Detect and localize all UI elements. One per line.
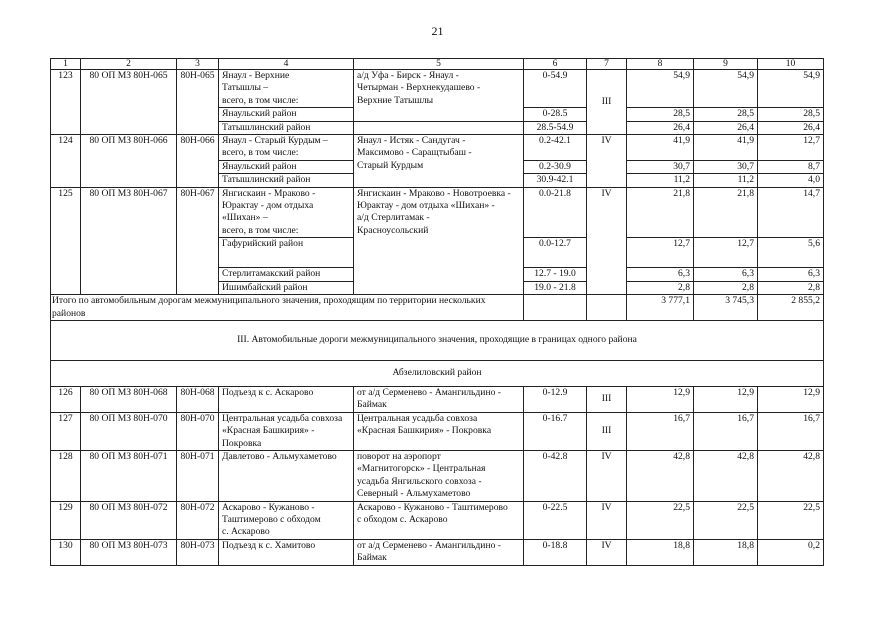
table-row (51, 70, 824, 108)
length-total: 2,8 (627, 281, 694, 294)
route-line: Баймак (357, 399, 387, 411)
route-description (354, 450, 524, 501)
table-row (51, 501, 824, 539)
table-row (51, 135, 824, 161)
route-line: Баймак (357, 552, 387, 564)
road-name (219, 501, 354, 539)
length-total: 26,4 (627, 121, 694, 134)
row-number: 125 (51, 187, 81, 294)
route-line: Северный - Альмухаметово (357, 488, 471, 500)
road-code: 80Н-073 (177, 539, 219, 565)
road-name (219, 135, 354, 161)
route-line: а/д Уфа - Бирск - Янаул - (357, 70, 459, 81)
route-description (354, 70, 524, 122)
km-range: 0.2-42.1 (524, 135, 587, 161)
col-header: 9 (694, 59, 758, 70)
road-name-line: Покровка (222, 437, 262, 449)
road-code: 80Н-066 (177, 135, 219, 188)
col-header: 7 (587, 59, 627, 70)
route-line: усадьба Янгильского совхоза - (357, 475, 482, 487)
km-range: 0-42.8 (524, 450, 587, 501)
route-line: а/д Стерлитамак - (357, 212, 430, 224)
road-code: 80Н-068 (177, 386, 219, 412)
km-range: 0-28.5 (524, 108, 587, 121)
road-category: IV (587, 501, 627, 539)
length-total: 21,8 (627, 187, 694, 238)
row-number: 129 (51, 501, 81, 539)
length-col9: 42,8 (694, 450, 758, 501)
road-name-line: всего, в том числе: (222, 224, 299, 236)
road-name-line: Аскарово - Кужаново - (222, 501, 315, 513)
route-line: Красноусольский (357, 224, 429, 236)
total-col9: 3 745,3 (694, 295, 758, 321)
road-name (219, 70, 354, 108)
table-row (51, 539, 824, 565)
table-row (51, 412, 824, 450)
col-header: 6 (524, 59, 587, 70)
length-col10: 26,4 (758, 121, 824, 134)
road-category: III (587, 386, 627, 412)
row-number: 124 (51, 135, 81, 188)
total-empty (587, 295, 627, 321)
length-col9: 12,9 (694, 386, 758, 412)
km-range: 19.0 - 21.8 (524, 281, 587, 294)
col-header: 10 (758, 59, 824, 70)
km-range: 12.7 - 19.0 (524, 268, 587, 281)
length-col9: 22,5 (694, 501, 758, 539)
table-row (51, 450, 824, 501)
length-col10: 2,8 (758, 281, 824, 294)
col-header: 2 (81, 59, 177, 70)
section-title: III. Автомобильные дороги межмуниципального значения, проходящие в границах одного района (51, 320, 824, 360)
district-name: Стерлитамакский район (219, 268, 354, 281)
length-col10: 28,5 (758, 108, 824, 121)
length-col10: 6,3 (758, 268, 824, 281)
km-range: 0.0-21.8 (524, 187, 587, 238)
route-line: Центральная усадьба совхоза (357, 412, 478, 424)
length-col10: 42,8 (758, 450, 824, 501)
length-total: 18,8 (627, 539, 694, 565)
length-col9: 30,7 (694, 160, 758, 173)
section-row (51, 320, 824, 360)
route-description (354, 501, 524, 539)
km-range: 0-12.9 (524, 386, 587, 412)
route-line: Аскарово - Кужаново - Таштимерово (357, 501, 508, 513)
row-number: 130 (51, 539, 81, 565)
km-range: 0-18.8 (524, 539, 587, 565)
length-total: 28,5 (627, 108, 694, 121)
length-col9: 12,7 (694, 238, 758, 268)
length-col10: 4,0 (758, 174, 824, 187)
length-col9: 41,9 (694, 135, 758, 161)
length-total: 12,9 (627, 386, 694, 412)
header-row (51, 59, 824, 70)
road-code: 80Н-067 (177, 187, 219, 294)
route-line: Четырман - Верхнекудашево - (357, 82, 481, 94)
district-name: Татышлинский район (219, 121, 354, 134)
road-name-line: всего, в том числе: (222, 147, 299, 159)
total-label: Итого по автомобильным дорогам межмуниципального значения, проходящим по территории нескольких районов (51, 295, 524, 321)
length-col9: 28,5 (694, 108, 758, 121)
route-description (354, 412, 524, 450)
route-line: от а/д Серменево - Амангильдино - (357, 539, 501, 551)
road-code: 80Н-071 (177, 450, 219, 501)
length-col9: 11,2 (694, 174, 758, 187)
road-name-line: Янаул - Старый Курдым – (222, 135, 328, 147)
col-header: 1 (51, 59, 81, 70)
col-header: 4 (219, 59, 354, 70)
road-category: IV (587, 187, 627, 294)
total-col8: 3 777,1 (627, 295, 694, 321)
length-col9: 54,9 (694, 70, 758, 108)
length-col9: 26,4 (694, 121, 758, 134)
row-number: 123 (51, 70, 81, 135)
road-name-line: «Красная Башкирия» - (222, 425, 315, 437)
total-row (51, 295, 824, 321)
route-line: Юрактау - дом отдыха «Шихан» - (357, 200, 495, 212)
length-col10: 0,2 (758, 539, 824, 565)
row-number: 126 (51, 386, 81, 412)
route-line: от а/д Серменево - Амангильдино - (357, 386, 501, 398)
road-category: IV (587, 539, 627, 565)
road-category: III (587, 70, 627, 135)
length-col9: 21,8 (694, 187, 758, 238)
length-total: 30,7 (627, 160, 694, 173)
route-line: с обходом с. Аскарово (357, 513, 448, 525)
district-name: Гафурийский район (219, 238, 354, 268)
road-name-line: Таштимерово с обходом (222, 513, 321, 525)
route-description (354, 386, 524, 412)
route-description (354, 135, 524, 188)
route-line: Янгискаин - Мраково - Новотроевка - (357, 187, 511, 199)
length-total: 41,9 (627, 135, 694, 161)
reg-number: 80 ОП МЗ 80Н-071 (81, 450, 177, 501)
page-number: 21 (431, 24, 444, 38)
route-line: «Магнитогорск» - Центральная (357, 463, 486, 475)
length-total: 6,3 (627, 268, 694, 281)
road-code: 80Н-065 (177, 70, 219, 135)
row-number: 127 (51, 412, 81, 450)
table-row (51, 386, 824, 412)
road-name-line: Янгискаин - Мраково - (222, 187, 316, 199)
road-name: Подъезд к с. Аскарово (219, 386, 354, 412)
route-line: Верхние Татышлы (357, 94, 434, 106)
road-name-line: Янаул - Верхние (222, 70, 290, 81)
reg-number: 80 ОП МЗ 80Н-067 (81, 187, 177, 294)
length-col10: 5,6 (758, 238, 824, 268)
length-total: 42,8 (627, 450, 694, 501)
road-name: Подъезд к с. Хамитово (219, 539, 354, 565)
road-name (219, 412, 354, 450)
length-col10: 14,7 (758, 187, 824, 238)
length-col9: 16,7 (694, 412, 758, 450)
km-range: 0-22.5 (524, 501, 587, 539)
district-row (51, 360, 824, 386)
roads-table (50, 58, 824, 566)
km-range: 0.2-30.9 (524, 160, 587, 173)
table-row (51, 187, 824, 238)
length-col10: 8,7 (758, 160, 824, 173)
road-category: IV (587, 450, 627, 501)
length-total: 22,5 (627, 501, 694, 539)
district-name: Янаульский район (219, 108, 354, 121)
district-title: Абзелиловский район (51, 360, 824, 386)
km-range: 0-54.9 (524, 70, 587, 108)
length-total: 16,7 (627, 412, 694, 450)
road-category: III (587, 412, 627, 450)
route-line: Максимово - Саращтыбаш - (357, 147, 472, 159)
col-header: 3 (177, 59, 219, 70)
road-name-line: Татышлы – (222, 82, 269, 94)
total-col10: 2 855,2 (758, 295, 824, 321)
km-range: 30.9-42.1 (524, 174, 587, 187)
col-header: 5 (354, 59, 524, 70)
road-category: IV (587, 135, 627, 188)
route-description (354, 539, 524, 565)
km-range: 0-16.7 (524, 412, 587, 450)
length-col9: 2,8 (694, 281, 758, 294)
row-number: 128 (51, 450, 81, 501)
length-total: 54,9 (627, 70, 694, 108)
km-range: 0.0-12.7 (524, 238, 587, 268)
route-line: поворот на аэропорт (357, 450, 441, 462)
reg-number: 80 ОП МЗ 80Н-065 (81, 70, 177, 135)
route-description (354, 187, 524, 294)
length-col10: 16,7 (758, 412, 824, 450)
road-code: 80Н-070 (177, 412, 219, 450)
length-col9: 18,8 (694, 539, 758, 565)
route-line: Старый Курдым (357, 159, 424, 171)
road-code: 80Н-072 (177, 501, 219, 539)
route-empty (354, 121, 524, 134)
road-name-line: с. Аскарово (222, 526, 270, 538)
length-col10: 12,9 (758, 386, 824, 412)
length-col9: 6,3 (694, 268, 758, 281)
reg-number: 80 ОП МЗ 80Н-066 (81, 135, 177, 188)
total-empty (524, 295, 587, 321)
reg-number: 80 ОП МЗ 80Н-068 (81, 386, 177, 412)
road-name-line: Юрактау - дом отдыха (222, 200, 314, 212)
km-range: 28.5-54.9 (524, 121, 587, 134)
reg-number: 80 ОП МЗ 80Н-070 (81, 412, 177, 450)
district-name: Янаульский район (219, 160, 354, 173)
length-col10: 12,7 (758, 135, 824, 161)
route-line: «Красная Башкирия» - Покровка (357, 425, 492, 437)
road-name-line: «Шихан» – (222, 212, 268, 224)
length-col10: 54,9 (758, 70, 824, 108)
col-header: 8 (627, 59, 694, 70)
road-name-line: Центральная усадьба совхоза (222, 412, 343, 424)
road-name: Давлетово - Альмухаметово (219, 450, 354, 501)
road-name (219, 187, 354, 238)
length-col10: 22,5 (758, 501, 824, 539)
district-name: Ишимбайский район (219, 281, 354, 294)
road-name-line: всего, в том числе: (222, 94, 299, 106)
reg-number: 80 ОП МЗ 80Н-073 (81, 539, 177, 565)
length-total: 12,7 (627, 238, 694, 268)
reg-number: 80 ОП МЗ 80Н-072 (81, 501, 177, 539)
route-line: Янаул - Истяк - Сандугач - (357, 135, 466, 147)
length-total: 11,2 (627, 174, 694, 187)
district-name: Татышлинский район (219, 174, 354, 187)
